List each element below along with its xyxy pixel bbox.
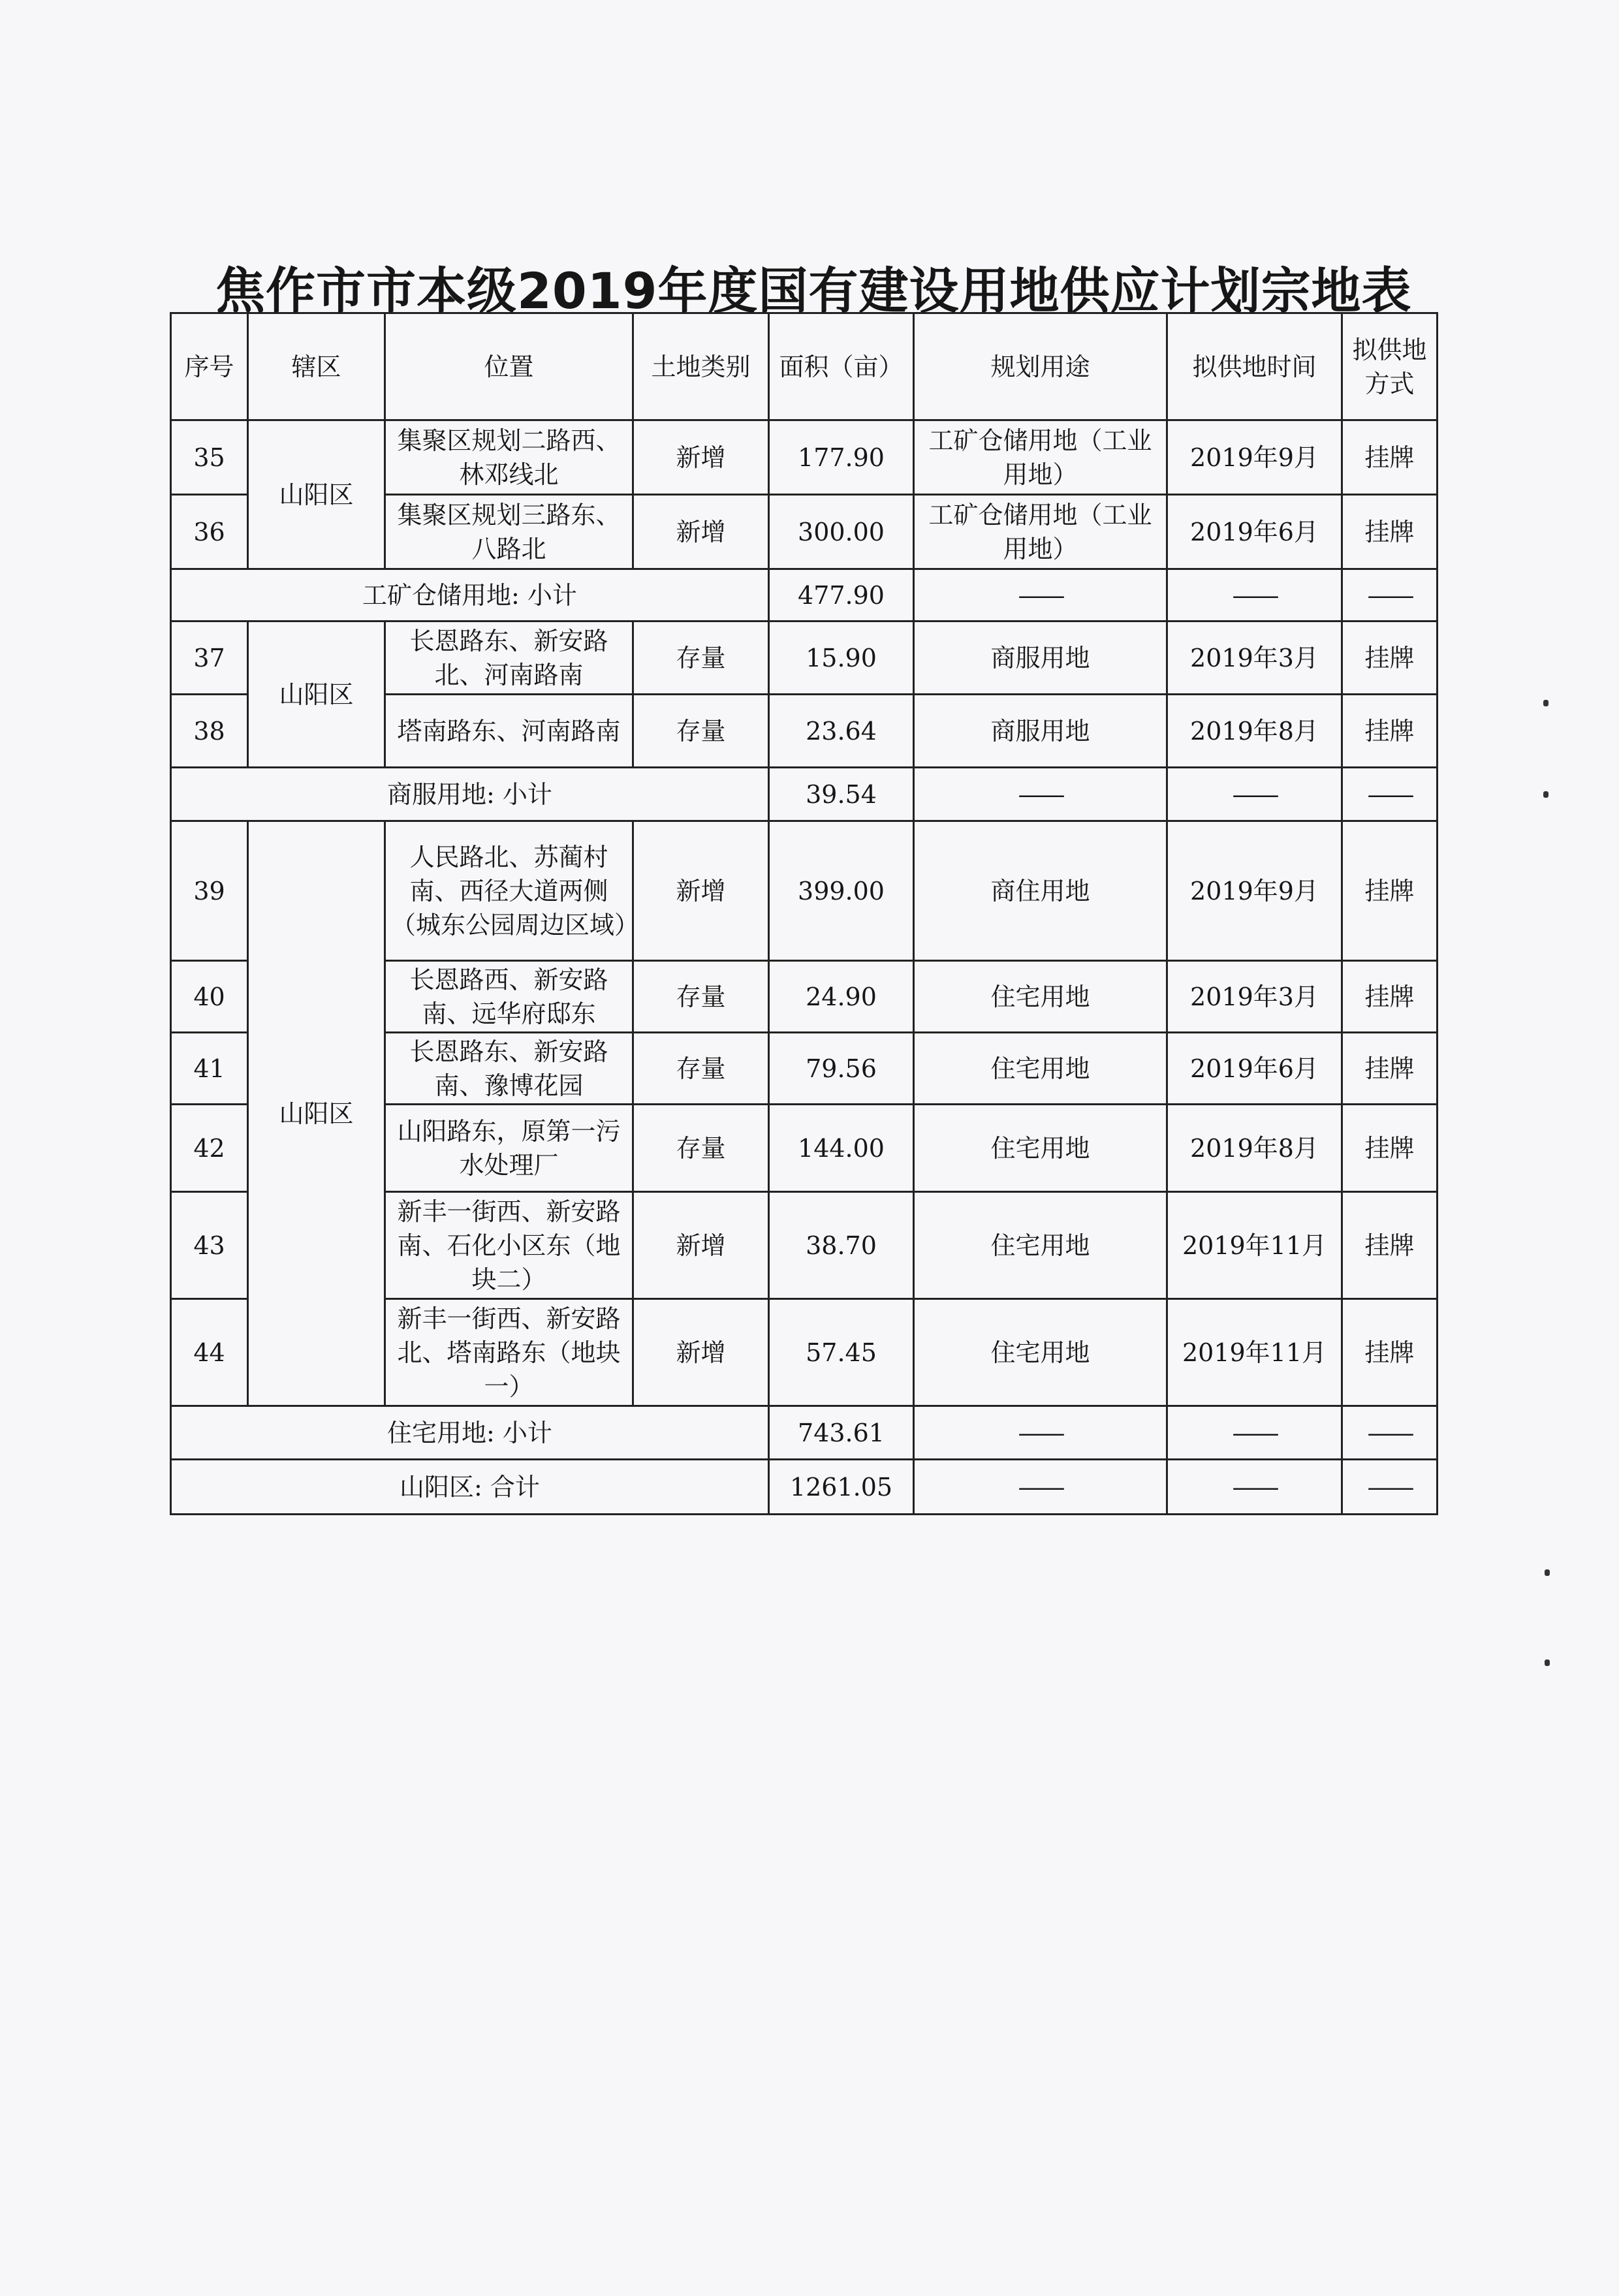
total-area: 1261.05 <box>769 1460 914 1515</box>
cell-area: 144.00 <box>769 1105 914 1192</box>
cell-time: 2019年3月 <box>1167 621 1342 695</box>
cell-use: 工矿仓储用地（工业用地） <box>914 420 1167 495</box>
cell-method: 挂牌 <box>1342 1192 1438 1299</box>
cell-land-type: 新增 <box>633 420 769 495</box>
page-title: 焦作市市本级2019年度国有建设用地供应计划宗地表 <box>215 262 1412 320</box>
cell-seq: 37 <box>171 621 248 695</box>
cell-land-type: 存量 <box>633 961 769 1033</box>
cell-area: 79.56 <box>769 1033 914 1105</box>
total-time: —— <box>1167 1460 1342 1515</box>
subtotal-label: 工矿仓储用地: 小计 <box>171 569 769 621</box>
header-land-type: 土地类别 <box>633 313 769 420</box>
cell-area: 24.90 <box>769 961 914 1033</box>
cell-location: 塔南路东、河南路南 <box>385 695 633 768</box>
cell-seq: 40 <box>171 961 248 1033</box>
scan-speck <box>1543 791 1548 798</box>
cell-seq: 43 <box>171 1192 248 1299</box>
subtotal-method: —— <box>1342 569 1438 621</box>
cell-location: 集聚区规划二路西、林邓线北 <box>385 420 633 495</box>
cell-area: 177.90 <box>769 420 914 495</box>
total-method: —— <box>1342 1460 1438 1515</box>
header-method: 拟供地方式 <box>1342 313 1438 420</box>
cell-area: 23.64 <box>769 695 914 768</box>
subtotal-time: —— <box>1167 768 1342 821</box>
subtotal-area: 477.90 <box>769 569 914 621</box>
table-row <box>171 420 1438 495</box>
cell-method: 挂牌 <box>1342 821 1438 961</box>
cell-use: 商住用地 <box>914 821 1167 961</box>
cell-time: 2019年9月 <box>1167 821 1342 961</box>
cell-time: 2019年3月 <box>1167 961 1342 1033</box>
scan-speck <box>1543 700 1548 706</box>
subtotal-use: —— <box>914 1406 1167 1460</box>
subtotal-area: 39.54 <box>769 768 914 821</box>
subtotal-method: —— <box>1342 1406 1438 1460</box>
cell-method: 挂牌 <box>1342 420 1438 495</box>
cell-time: 2019年8月 <box>1167 695 1342 768</box>
cell-area: 15.90 <box>769 621 914 695</box>
cell-area: 399.00 <box>769 821 914 961</box>
cell-method: 挂牌 <box>1342 1033 1438 1105</box>
cell-method: 挂牌 <box>1342 1299 1438 1406</box>
cell-location: 山阳路东，原第一污水处理厂 <box>385 1105 633 1192</box>
cell-use: 住宅用地 <box>914 1033 1167 1105</box>
cell-seq: 41 <box>171 1033 248 1105</box>
total-label: 山阳区: 合计 <box>171 1460 769 1515</box>
cell-seq: 42 <box>171 1105 248 1192</box>
cell-land-type: 新增 <box>633 1192 769 1299</box>
cell-seq: 36 <box>171 495 248 569</box>
cell-area: 57.45 <box>769 1299 914 1406</box>
cell-use: 商服用地 <box>914 621 1167 695</box>
subtotal-label: 住宅用地: 小计 <box>171 1406 769 1460</box>
scan-speck <box>1545 1659 1550 1666</box>
subtotal-time: —— <box>1167 1406 1342 1460</box>
subtotal-use: —— <box>914 768 1167 821</box>
cell-time: 2019年11月 <box>1167 1192 1342 1299</box>
cell-use: 住宅用地 <box>914 1105 1167 1192</box>
header-area: 面积（亩） <box>769 313 914 420</box>
cell-location: 人民路北、苏蔺村南、西径大道两侧（城东公园周边区域） <box>385 821 633 961</box>
cell-location: 长恩路东、新安路北、河南路南 <box>385 621 633 695</box>
cell-land-type: 存量 <box>633 695 769 768</box>
subtotal-area: 743.61 <box>769 1406 914 1460</box>
cell-use: 住宅用地 <box>914 961 1167 1033</box>
table-row <box>171 621 1438 695</box>
header-use: 规划用途 <box>914 313 1167 420</box>
cell-district: 山阳区 <box>248 821 385 1406</box>
cell-location: 新丰一街西、新安路北、塔南路东（地块一） <box>385 1299 633 1406</box>
cell-land-type: 新增 <box>633 1299 769 1406</box>
scan-speck <box>1545 1569 1550 1576</box>
cell-method: 挂牌 <box>1342 1105 1438 1192</box>
total-use: —— <box>914 1460 1167 1515</box>
cell-district: 山阳区 <box>248 420 385 569</box>
cell-seq: 39 <box>171 821 248 961</box>
cell-land-type: 新增 <box>633 495 769 569</box>
cell-land-type: 存量 <box>633 621 769 695</box>
subtotal-row <box>171 1406 1438 1460</box>
cell-district: 山阳区 <box>248 621 385 768</box>
cell-time: 2019年9月 <box>1167 420 1342 495</box>
cell-area: 300.00 <box>769 495 914 569</box>
cell-method: 挂牌 <box>1342 961 1438 1033</box>
subtotal-use: —— <box>914 569 1167 621</box>
header-district: 辖区 <box>248 313 385 420</box>
table-header-row <box>171 313 1438 420</box>
subtotal-time: —— <box>1167 569 1342 621</box>
subtotal-row <box>171 569 1438 621</box>
cell-method: 挂牌 <box>1342 495 1438 569</box>
cell-area: 38.70 <box>769 1192 914 1299</box>
header-location: 位置 <box>385 313 633 420</box>
cell-time: 2019年6月 <box>1167 495 1342 569</box>
cell-location: 长恩路东、新安路南、豫博花园 <box>385 1033 633 1105</box>
cell-land-type: 存量 <box>633 1105 769 1192</box>
cell-use: 商服用地 <box>914 695 1167 768</box>
cell-method: 挂牌 <box>1342 621 1438 695</box>
total-row <box>171 1460 1438 1515</box>
land-supply-table <box>170 312 1438 1515</box>
cell-land-type: 新增 <box>633 821 769 961</box>
cell-time: 2019年8月 <box>1167 1105 1342 1192</box>
subtotal-row <box>171 768 1438 821</box>
cell-seq: 38 <box>171 695 248 768</box>
cell-use: 住宅用地 <box>914 1299 1167 1406</box>
cell-use: 住宅用地 <box>914 1192 1167 1299</box>
header-time: 拟供地时间 <box>1167 313 1342 420</box>
table-row <box>171 821 1438 961</box>
cell-time: 2019年11月 <box>1167 1299 1342 1406</box>
cell-time: 2019年6月 <box>1167 1033 1342 1105</box>
subtotal-label: 商服用地: 小计 <box>171 768 769 821</box>
cell-location: 新丰一街西、新安路南、石化小区东（地块二） <box>385 1192 633 1299</box>
cell-seq: 35 <box>171 420 248 495</box>
subtotal-method: —— <box>1342 768 1438 821</box>
header-seq: 序号 <box>171 313 248 420</box>
cell-location: 长恩路西、新安路南、远华府邸东 <box>385 961 633 1033</box>
cell-land-type: 存量 <box>633 1033 769 1105</box>
cell-method: 挂牌 <box>1342 695 1438 768</box>
cell-use: 工矿仓储用地（工业用地） <box>914 495 1167 569</box>
cell-seq: 44 <box>171 1299 248 1406</box>
cell-location: 集聚区规划三路东、八路北 <box>385 495 633 569</box>
